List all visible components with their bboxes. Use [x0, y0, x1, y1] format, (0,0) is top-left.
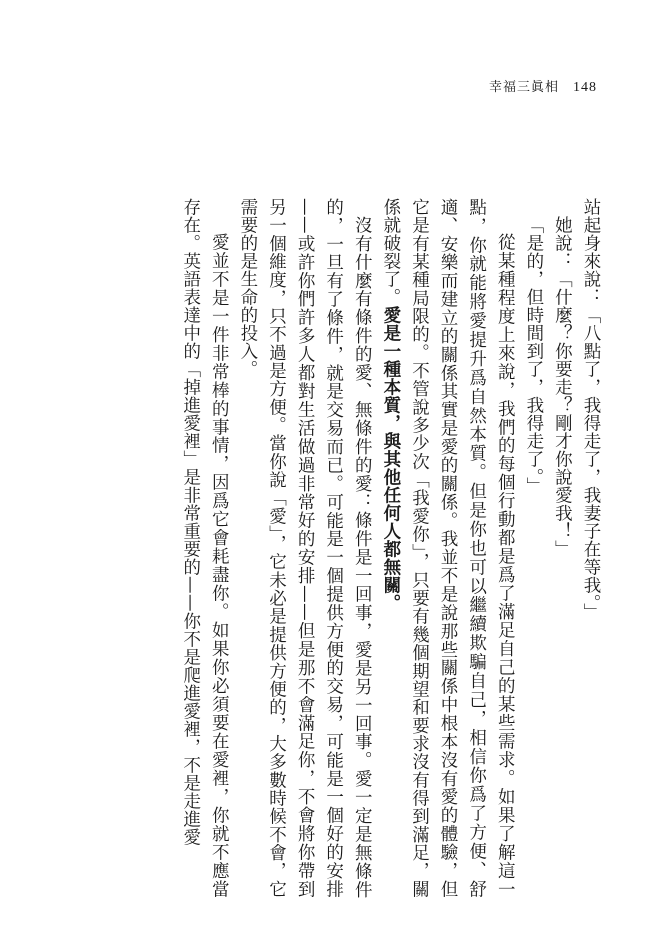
paragraph-2: 沒有什麼有條件的愛、無條件的愛：條件是一回事，愛是另一回事。愛一定是無條件的，一旦有了條件，就是交易而已。可能是一個提供方便的交易，可能是一個好的安排——或許你們許多人都對生活做過非常好的安排——但是那不會滿足你，不會將你帶到另一個維度，只不過是方便。當你說「愛」，它未必是提供方便的，大多數時候不會，它需要的是生命的投入。 — [237, 198, 373, 898]
dialogue-line-1: 站起身來說：「八點了，我得走了，我妻子在等我。」 — [581, 198, 601, 622]
key-statement: 愛是一種本質，與其他任何人都無關。 — [380, 306, 401, 612]
book-title: 幸福三眞相 — [488, 80, 559, 95]
dialogue-line-3: 「是的，但時間到了，我得走了。」 — [523, 215, 544, 495]
dialogue-line-2: 她說：「什麼？你要走？剛才你說愛我！」 — [552, 215, 573, 558]
paragraph-3: 愛並不是一件非常棒的事情，因爲它會耗盡你。如果你必須要在愛裡，你就不應當存在。英語表達中的「掉進愛裡」是非常重要的——你不是爬進愛裡，不是走進愛 — [180, 198, 230, 898]
running-header — [489, 76, 597, 96]
paragraph-1 — [376, 198, 519, 898]
page-number: 148 — [573, 80, 597, 95]
body-text — [45, 198, 605, 898]
paragraph-1-text: 從某種程度上來說，我們的每個行動都是爲了滿足自己的某些需求。如果了解這一點，你就能將愛提升爲自然本質。但是你也可以繼續欺騙自己，相信你爲了方便、舒適、安樂而建立的關係其實是愛的關係。我並不是說那些關係中根本沒有愛的體驗，但它是有某種局限的。不管說多少次「我愛你」，只要有幾個期望和要求沒有得到滿足，關係就破裂了。 — [380, 198, 516, 898]
